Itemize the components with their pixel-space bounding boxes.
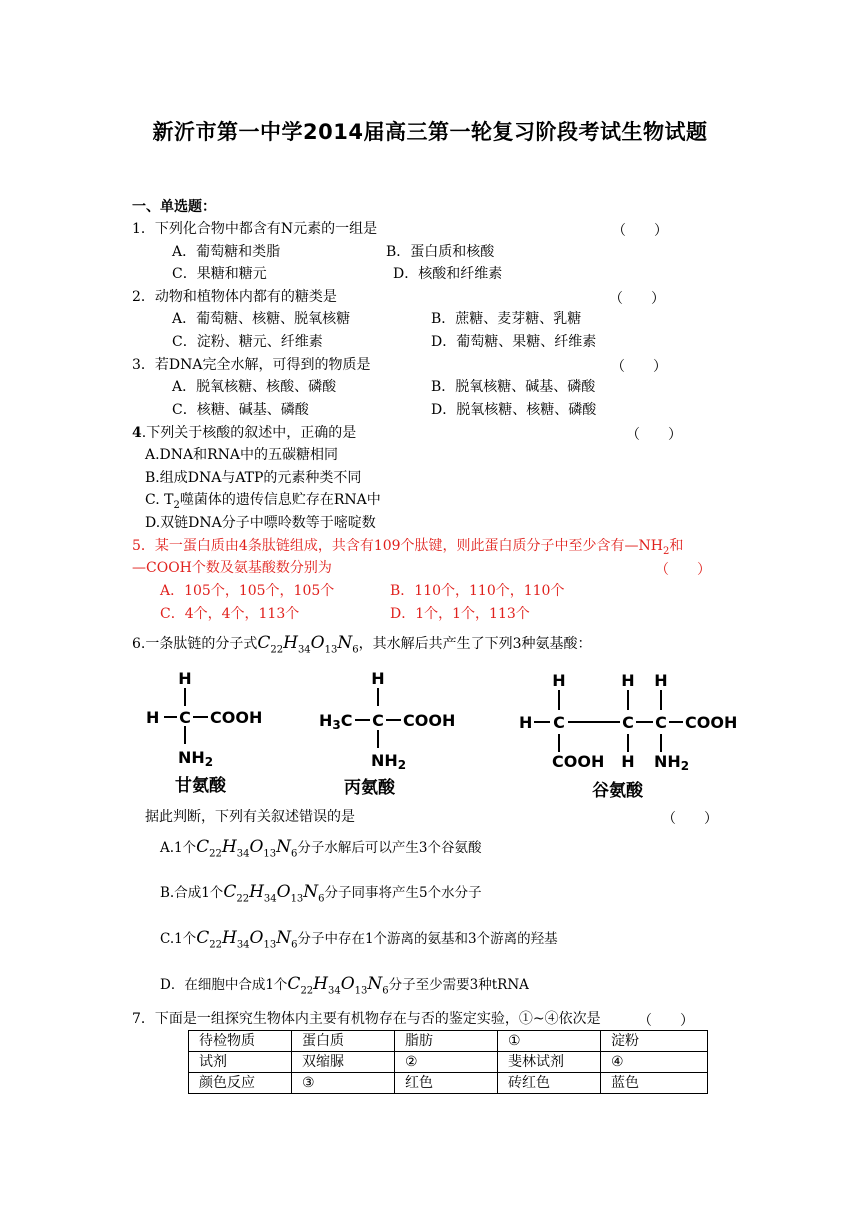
formula-o-count: 13 — [324, 644, 338, 656]
q1-stem: 1．下列化合物中都含有N元素的一组是 — [132, 221, 378, 237]
q6-answer-paren: （ ） — [662, 811, 718, 827]
formula-o: O — [276, 882, 291, 902]
formula-n-count: 6 — [318, 893, 325, 905]
q3-option-b: B．脱氧核糖、碱基、磷酸 — [431, 379, 596, 395]
formula-n-count: 6 — [352, 644, 359, 656]
q4-stem — [132, 424, 356, 442]
q4-answer-paren: （ ） — [626, 427, 682, 443]
alanine-methyl-h: H — [319, 711, 333, 730]
alanine-cooh: COOH — [403, 711, 456, 730]
q5-stem-line1-post: 和 — [669, 538, 684, 554]
q6-option-c-pre: C.1个 — [160, 931, 197, 947]
q5-option-b: B．110个，110个，110个 — [390, 583, 565, 599]
alanine-methyl-c: C — [340, 711, 353, 730]
q6-option-d-formula — [287, 974, 389, 997]
formula-n: N — [276, 928, 292, 948]
amino-acid-structures — [130, 660, 770, 810]
q4-option-c-post: 噬菌体的遗传信息贮存在RNA中 — [179, 492, 381, 508]
section-heading: 一、单选题： — [132, 199, 216, 215]
glutamate-h-top-3: H — [654, 671, 668, 690]
q6-option-d-pre: D．在细胞中合成1个 — [160, 977, 288, 993]
formula-c: C — [287, 974, 301, 994]
q6-option-b-post: 分子同事将产生5个水分子 — [324, 885, 482, 901]
q2-option-b: B．蔗糖、麦芽糖、乳糖 — [431, 311, 582, 327]
table-row — [189, 1031, 708, 1052]
formula-n: N — [276, 837, 291, 857]
glutamate-amino-nh: NH — [654, 752, 681, 771]
q5-option-c: C．4个，4个，113个 — [160, 606, 300, 622]
q1-option-a: A．葡萄糖和类脂 — [172, 244, 281, 260]
q5-stem-line2: —COOH个数及氨基酸数分别为 — [132, 560, 332, 576]
glutamate-alpha-c: C — [655, 713, 667, 732]
alanine-label: 丙氨酸 — [344, 778, 395, 798]
table-cell: 淀粉 — [601, 1031, 708, 1052]
formula-c: C — [223, 882, 237, 902]
q6-option-b — [160, 881, 482, 904]
q1-option-d: D．核酸和纤维素 — [393, 266, 503, 282]
q3-option-c: C．核糖、碱基、磷酸 — [172, 402, 309, 418]
q1-option-c: C．果糖和糖元 — [172, 266, 267, 282]
formula-o: O — [249, 928, 264, 948]
table-cell: 砖红色 — [498, 1073, 601, 1094]
alanine-amino — [371, 751, 406, 772]
alanine-methyl — [319, 711, 353, 732]
q6-option-d-post: 分子至少需要3种tRNA — [388, 977, 529, 993]
glutamate-amino-sub: 2 — [680, 759, 690, 773]
formula-h-count: 34 — [297, 644, 311, 656]
page-title: 新沂市第一中学2014届高三第一轮复习阶段考试生物试题 — [152, 120, 708, 144]
formula-h: H — [313, 974, 328, 994]
q3-stem: 3．若DNA完全水解，可得到的物质是 — [132, 357, 371, 373]
formula-c-count: 22 — [270, 644, 284, 656]
q6-stem-post: ，其水解后共产生了下列3种氨基酸： — [358, 636, 592, 652]
q5-option-d: D．1个，1个，113个 — [390, 606, 530, 622]
q4-option-c — [145, 491, 381, 515]
table-cell: 试剂 — [189, 1052, 292, 1073]
q4-option-c-sub: 2 — [173, 499, 180, 511]
glycine-amino — [178, 748, 213, 769]
q4-option-b: B.组成DNA与ATP的元素种类不同 — [145, 470, 362, 486]
q3-option-d: D．脱氧核糖、核糖、磷酸 — [431, 402, 597, 418]
formula-c: C — [196, 837, 210, 857]
q6-stem-pre: 6.一条肽链的分子式 — [132, 636, 258, 652]
q7-answer-paren: （ ） — [638, 1013, 694, 1029]
q6-option-c — [160, 927, 558, 950]
table-cell: 蛋白质 — [292, 1031, 395, 1052]
table-cell: ④ — [601, 1052, 708, 1073]
glycine-cooh: COOH — [210, 708, 263, 727]
alanine-amino-nh: NH — [371, 751, 398, 770]
glutamate-h-top-2: H — [621, 671, 635, 690]
formula-h-count: 34 — [263, 893, 277, 905]
q6-option-a-pre: A.1个 — [160, 840, 197, 856]
q6-option-a-formula — [196, 837, 298, 860]
glycine-h-top: H — [178, 669, 192, 688]
q6-option-a — [160, 836, 481, 859]
glutamate-c2: C — [622, 713, 634, 732]
q4-number: 4 — [132, 425, 142, 441]
formula-c-count: 22 — [300, 985, 314, 997]
table-cell: 脂肪 — [395, 1031, 498, 1052]
q1-option-b: B．蛋白质和核酸 — [386, 244, 495, 260]
alanine-methyl-sub: 3 — [332, 718, 341, 732]
table-cell: ② — [395, 1052, 498, 1073]
table-cell: ③ — [292, 1073, 395, 1094]
q2-answer-paren: （ ） — [609, 291, 665, 307]
q6-option-b-formula — [223, 882, 325, 905]
formula-c: C — [257, 633, 271, 653]
q4-stem-text: .下列关于核酸的叙述中，正确的是 — [141, 425, 357, 441]
glutamate-cooh: COOH — [685, 713, 738, 732]
q5-answer-paren: （ ） — [655, 562, 711, 578]
glutamate-h-top-1: H — [552, 671, 566, 690]
glutamate-h-bottom: H — [621, 752, 635, 771]
formula-o: O — [310, 633, 325, 653]
formula-n: N — [303, 882, 319, 902]
glutamate-label: 谷氨酸 — [592, 781, 643, 801]
glutamate-amino — [654, 752, 689, 773]
formula-n: N — [337, 633, 353, 653]
formula-h: H — [221, 837, 237, 857]
q2-stem: 2．动物和植物体内都有的糖类是 — [132, 289, 337, 305]
table-row — [189, 1073, 708, 1094]
formula-n-count: 6 — [291, 939, 298, 951]
formula-n-count: 6 — [291, 848, 298, 860]
alanine-amino-sub: 2 — [397, 758, 407, 772]
q6-option-a-post: 分子水解后可以产生3个谷氨酸 — [297, 840, 482, 856]
glutamate-c1: C — [553, 713, 565, 732]
q5-stem-line1-pre: 5．某一蛋白质由4条肽链组成，共含有109个肽键，则此蛋白质分子中至少含有—NH — [132, 538, 663, 554]
q7-reagent-table — [188, 1030, 708, 1094]
q3-answer-paren: （ ） — [611, 359, 667, 375]
formula-c: C — [196, 928, 210, 948]
formula-n: N — [367, 974, 383, 994]
q7-stem: 7．下面是一组探究生物体内主要有机物存在与否的鉴定实验，①~④依次是 — [132, 1011, 601, 1027]
glycine-amino-nh: NH — [178, 748, 205, 767]
q6-option-b-pre: B.合成1个 — [160, 885, 224, 901]
formula-o-count: 13 — [263, 848, 277, 860]
glycine-label: 甘氨酸 — [175, 776, 226, 796]
q4-option-c-pre: C. T — [145, 492, 174, 508]
q5-option-a: A．105个，105个，105个 — [160, 583, 335, 599]
formula-h: H — [221, 928, 237, 948]
table-cell: 红色 — [395, 1073, 498, 1094]
formula-o-count: 13 — [290, 893, 304, 905]
alanine-h-top: H — [371, 669, 385, 688]
q6-option-c-formula — [196, 928, 298, 951]
formula-o-count: 13 — [263, 939, 277, 951]
q1-answer-paren: （ ） — [612, 223, 668, 239]
q2-option-d: D．葡萄糖、果糖、纤维素 — [431, 334, 597, 350]
q6-option-d — [160, 973, 529, 996]
formula-o: O — [340, 974, 355, 994]
q4-option-d: D.双链DNA分子中嘌呤数等于嘧啶数 — [145, 515, 376, 531]
formula-c-count: 22 — [209, 848, 222, 860]
q6-judge-text: 据此判断，下列有关叙述错误的是 — [145, 809, 355, 825]
glutamate-h-left: H — [519, 713, 533, 732]
q2-option-a: A．葡萄糖、核糖、脱氧核糖 — [172, 311, 351, 327]
formula-o-count: 13 — [354, 985, 368, 997]
q6-stem — [132, 634, 592, 659]
table-cell: 蓝色 — [601, 1073, 708, 1094]
formula-c-count: 22 — [236, 893, 250, 905]
table-cell: 待检物质 — [189, 1031, 292, 1052]
q6-option-c-post: 分子中存在1个游离的氨基和3个游离的羟基 — [297, 931, 558, 947]
q2-option-c: C．淀粉、糖元、纤维素 — [172, 334, 323, 350]
formula-h: H — [283, 633, 298, 653]
formula-h-count: 34 — [236, 848, 250, 860]
q3-option-a: A．脱氧核糖、核酸、磷酸 — [172, 379, 337, 395]
table-cell: 双缩脲 — [292, 1052, 395, 1073]
formula-c-count: 22 — [209, 939, 222, 951]
formula-o: O — [249, 837, 264, 857]
table-cell: ① — [498, 1031, 601, 1052]
q6-molecular-formula — [257, 633, 359, 656]
q4-option-a: A.DNA和RNA中的五碳糖相同 — [145, 447, 339, 463]
formula-n-count: 6 — [382, 985, 389, 997]
glycine-alpha-c: C — [179, 708, 191, 727]
table-cell: 斐林试剂 — [498, 1052, 601, 1073]
table-row — [189, 1052, 708, 1073]
q5-stem-line1-sub: 2 — [663, 545, 670, 557]
glycine-amino-sub: 2 — [204, 755, 214, 769]
formula-h-count: 34 — [328, 985, 341, 997]
q5-stem-line1 — [132, 537, 683, 561]
table-cell: 颜色反应 — [189, 1073, 292, 1094]
glutamate-side-cooh: COOH — [552, 752, 605, 771]
formula-h-count: 34 — [236, 939, 250, 951]
alanine-alpha-c: C — [372, 711, 384, 730]
glycine-h-left: H — [146, 708, 160, 727]
formula-h: H — [249, 882, 264, 902]
